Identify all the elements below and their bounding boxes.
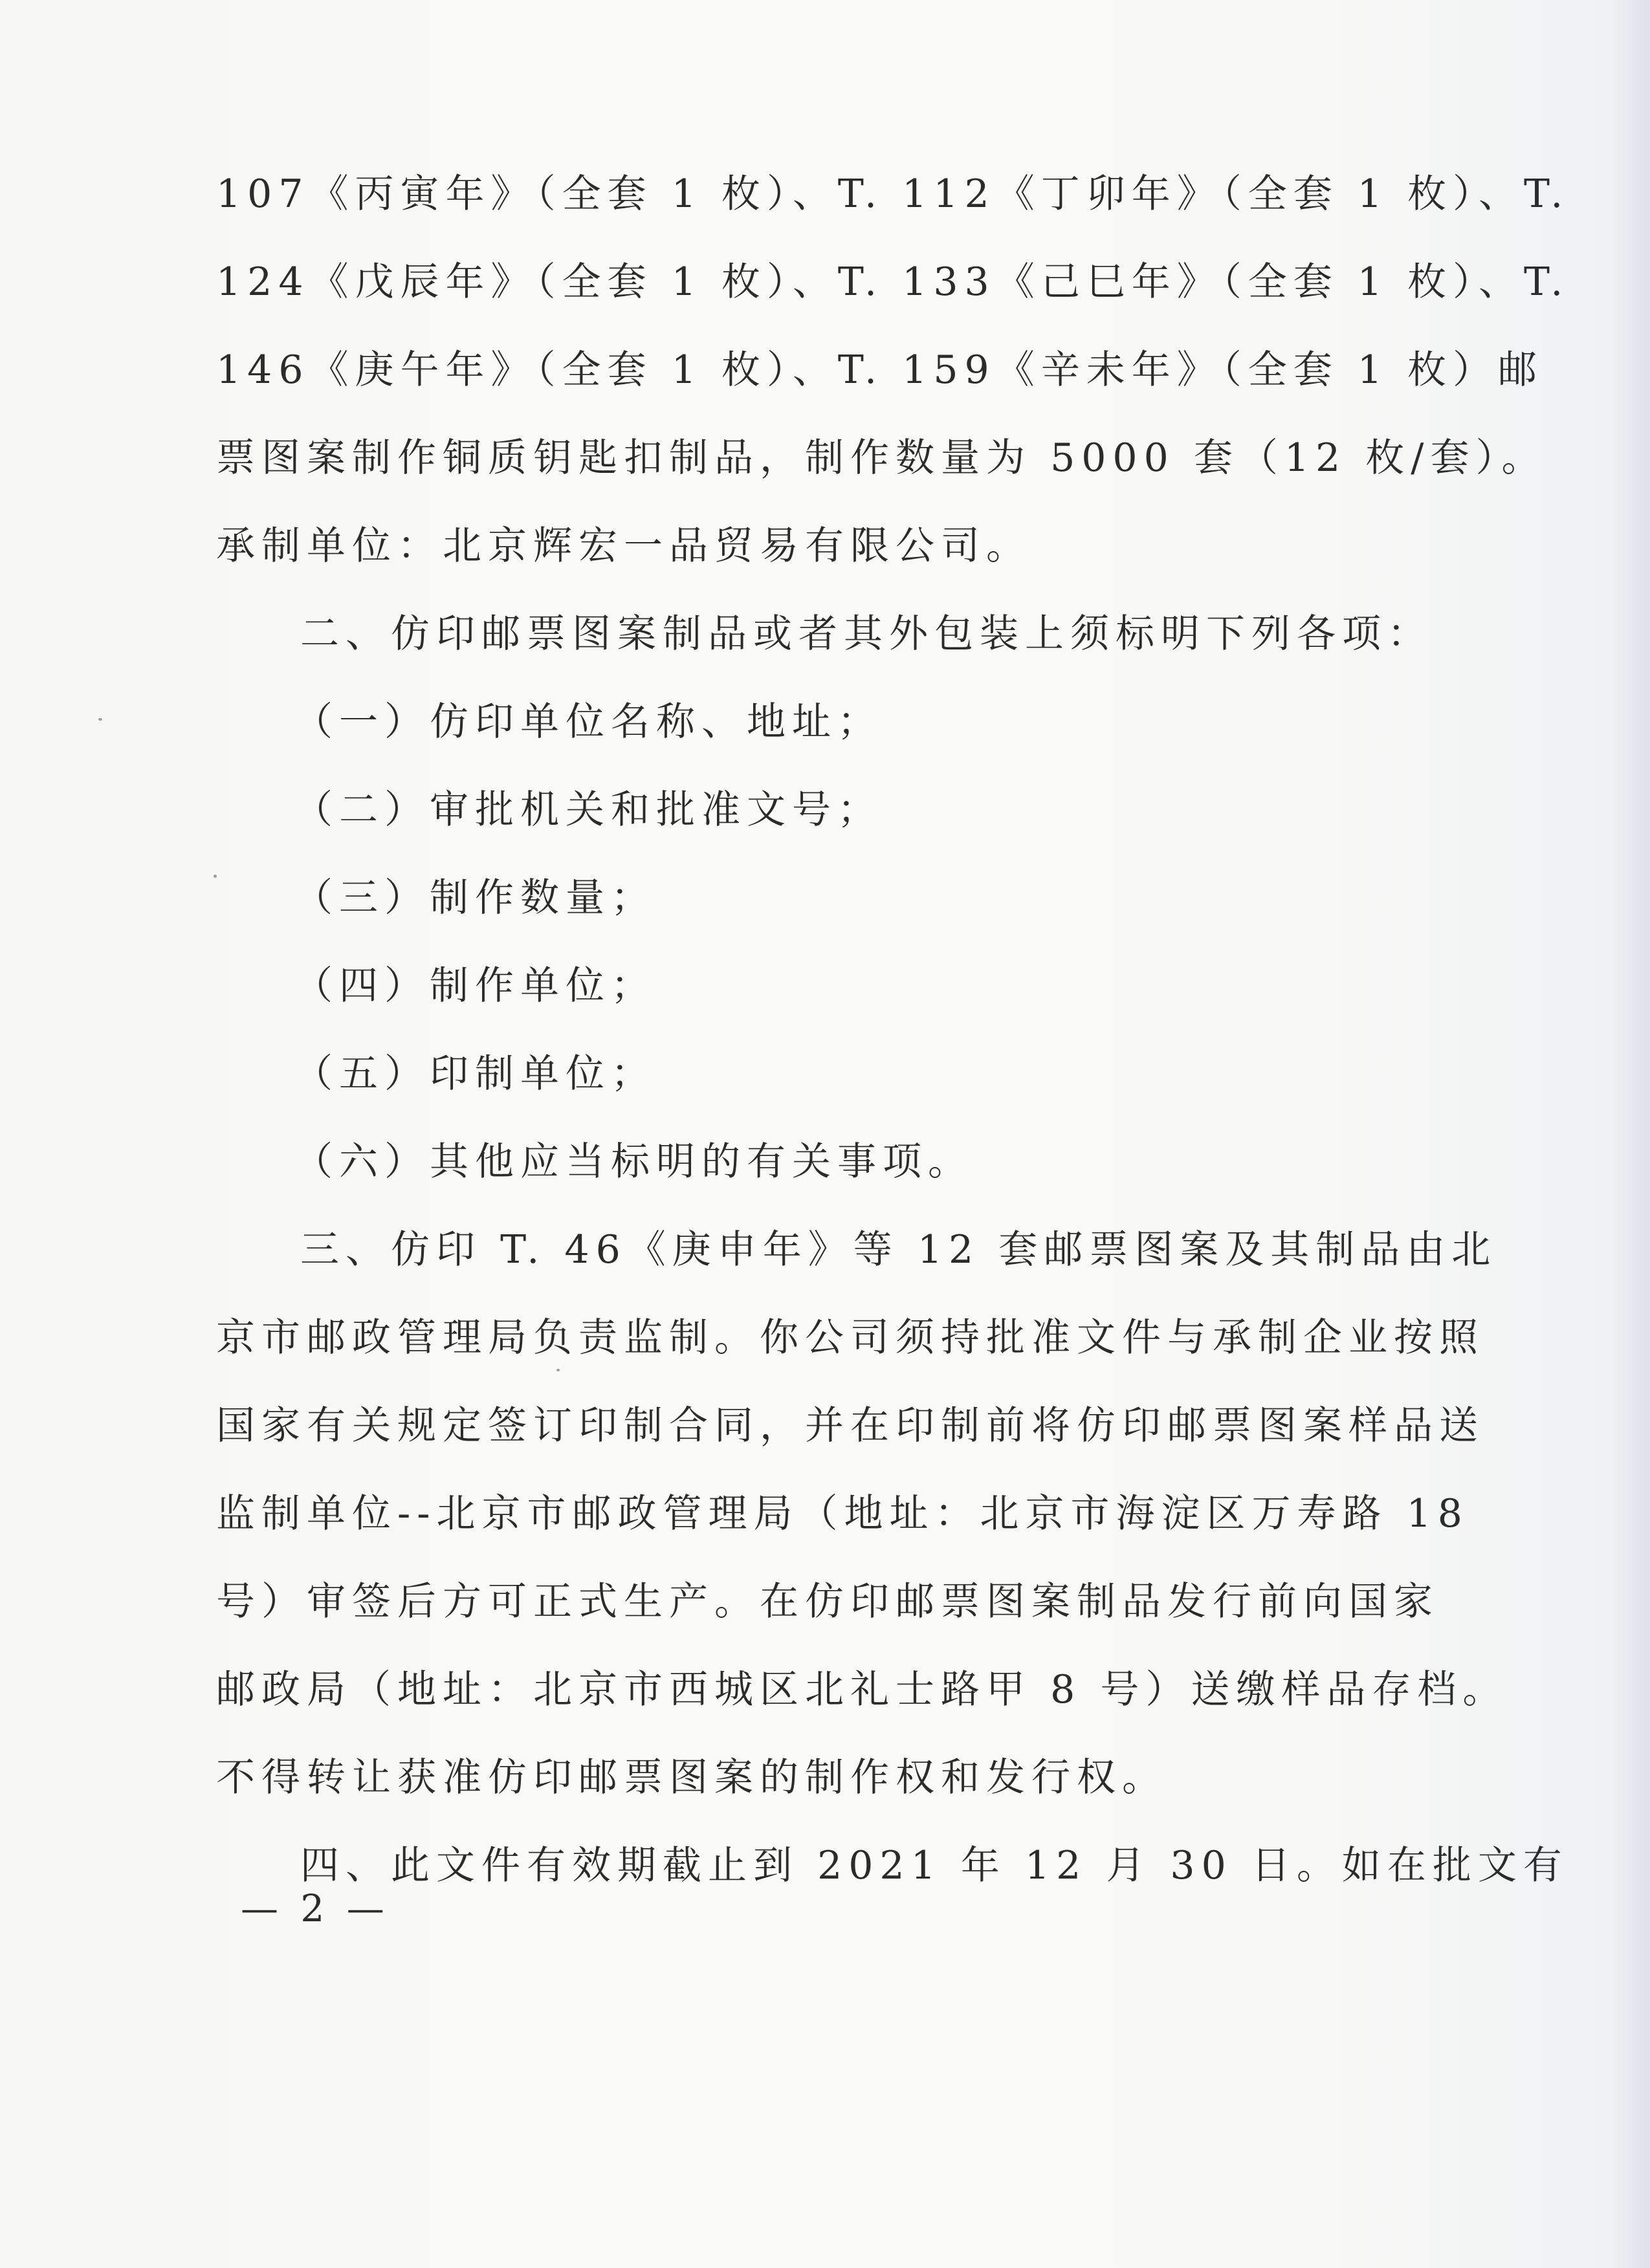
scan-edge-shadow (1611, 0, 1650, 2268)
text-line: 124《戊辰年》（全套 1 枚）、T. 133《己巳年》（全套 1 枚）、T. (216, 259, 1570, 305)
list-item: （一）仿印单位名称、地址； (294, 699, 883, 745)
text-line: 107《丙寅年》（全套 1 枚）、T. 112《丁卯年》（全套 1 枚）、T. (216, 171, 1570, 217)
text-line: 承制单位：北京辉宏一品贸易有限公司。 (216, 523, 1031, 569)
section-heading-2: 二、仿印邮票图案制品或者其外包装上须标明下列各项： (300, 611, 1433, 657)
page-number: — 2 — (241, 1886, 390, 1930)
text-line: 京市邮政管理局负责监制。你公司须持批准文件与承制企业按照 (216, 1315, 1484, 1360)
text-line: 号）审签后方可正式生产。在仿印邮票图案制品发行前向国家 (216, 1579, 1439, 1624)
document-body (216, 150, 1570, 1910)
list-item: （二）审批机关和批准文号； (294, 787, 883, 833)
list-item: （六）其他应当标明的有关事项。 (294, 1139, 973, 1184)
list-item: （三）制作数量； (294, 875, 656, 921)
text-line: 146《庚午年》（全套 1 枚）、T. 159《辛未年》（全套 1 枚）邮 (216, 347, 1544, 393)
text-line: 邮政局（地址：北京市西城区北礼士路甲 8 号）送缴样品存档。 (216, 1667, 1508, 1712)
text-line: 国家有关规定签订印制合同，并在印制前将仿印邮票图案样品送 (216, 1403, 1484, 1448)
section-heading-4: 四、此文件有效期截止到 2021 年 12 月 30 日。如在批文有 (300, 1843, 1568, 1888)
text-line: 监制单位--北京市邮政管理局（地址：北京市海淀区万寿路 18 (216, 1491, 1469, 1536)
list-item: （四）制作单位； (294, 963, 656, 1009)
list-item: （五）印制单位； (294, 1051, 656, 1096)
text-line: 不得转让获准仿印邮票图案的制作权和发行权。 (216, 1755, 1167, 1800)
scan-speck (98, 718, 102, 721)
section-heading-3: 三、仿印 T. 46《庚申年》等 12 套邮票图案及其制品由北 (300, 1227, 1497, 1272)
text-line: 票图案制作铜质钥匙扣制品，制作数量为 5000 套（12 枚/套）。 (216, 435, 1547, 481)
